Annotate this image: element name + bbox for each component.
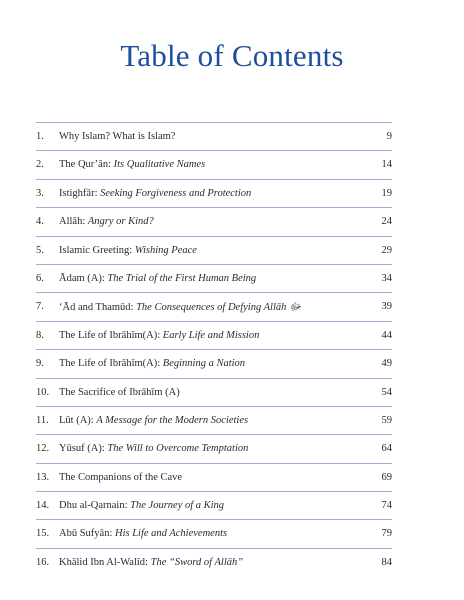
toc-entry-title <box>59 330 259 341</box>
toc-entry-page-number: 84 <box>381 556 392 568</box>
toc-entry-subtitle: Angry or Kind? <box>87 216 154 228</box>
toc-list <box>36 122 392 576</box>
toc-entry-main-title: The Companions of the Cave <box>59 471 183 483</box>
toc-entry[interactable] <box>36 207 392 235</box>
toc-entry-title <box>59 557 243 568</box>
page-title: Table of Contents <box>120 38 344 73</box>
toc-entry[interactable] <box>36 264 392 292</box>
toc-entry-subtitle: The Journey of a King <box>130 500 225 512</box>
toc-entry-subtitle: The Will to Overcome Temptation <box>107 443 249 455</box>
toc-entry-page-number: 39 <box>381 301 392 313</box>
toc-entry-number: 13. <box>36 471 50 483</box>
toc-entry-page-number: 59 <box>381 414 392 426</box>
toc-entry-title <box>59 131 175 142</box>
toc-entry-subtitle: The Consequences of Defying Allāh ﷻ <box>136 302 301 314</box>
toc-entry-subtitle: Wishing Peace <box>134 244 197 256</box>
toc-entry-page-number: 9 <box>386 131 392 142</box>
toc-entry[interactable] <box>36 519 392 547</box>
toc-entry-main-title: The Life of Ibrāhīm(A): <box>59 358 163 370</box>
toc-entry-title <box>59 245 197 256</box>
toc-entry-page-number: 44 <box>381 329 392 341</box>
toc-entry-number: 9. <box>36 358 44 370</box>
toc-entry-page-number: 79 <box>381 528 392 540</box>
toc-entry[interactable] <box>36 150 392 178</box>
toc-entry-title <box>59 301 301 316</box>
toc-entry[interactable] <box>36 349 392 377</box>
toc-entry-main-title: ‘Ād and Thamūd: <box>59 302 137 314</box>
toc-entry[interactable] <box>36 122 392 150</box>
toc-entry-number: 1. <box>36 131 44 142</box>
toc-entry[interactable] <box>36 434 392 462</box>
toc-entry-title <box>59 472 182 483</box>
toc-entry-number: 7. <box>36 301 44 313</box>
toc-entry-main-title: Abū Sufyān: <box>59 528 115 540</box>
toc-entry-number: 15. <box>36 528 50 540</box>
toc-entry-number: 5. <box>36 244 44 256</box>
toc-entry-number: 11. <box>36 414 49 426</box>
toc-entry-page-number: 69 <box>381 471 392 483</box>
toc-entry-title <box>59 387 180 398</box>
toc-entry-title <box>59 500 224 511</box>
toc-entry-main-title: The Sacrifice of Ibrāhīm (A) <box>59 386 180 398</box>
toc-entry-title <box>59 273 256 284</box>
toc-entry[interactable] <box>36 463 392 491</box>
toc-entry-main-title: Islamic Greeting: <box>59 244 135 256</box>
toc-entry-page-number: 19 <box>381 187 392 199</box>
toc-entry[interactable] <box>36 406 392 434</box>
toc-entry-page-number: 64 <box>381 443 392 455</box>
toc-entry-number: 4. <box>36 216 44 228</box>
toc-entry-subtitle: Early Life and Mission <box>162 329 260 341</box>
toc-entry-page-number: 14 <box>381 159 392 171</box>
toc-entry-number: 6. <box>36 272 44 284</box>
toc-entry-number: 8. <box>36 329 44 341</box>
toc-entry[interactable] <box>36 378 392 406</box>
toc-entry-subtitle: His Life and Achievements <box>115 528 228 540</box>
toc-entry-number: 16. <box>36 556 50 568</box>
toc-entry-subtitle: Seeking Forgiveness and Protection <box>100 187 252 199</box>
toc-entry-main-title: Khālid Ibn Al-Walīd: <box>59 556 151 568</box>
toc-entry-number: 12. <box>36 443 50 455</box>
toc-entry-page-number: 34 <box>381 272 392 284</box>
toc-entry-main-title: Yūsuf (A): <box>59 443 108 455</box>
toc-entry-main-title: Why Islam? What is Islam? <box>59 131 176 142</box>
toc-entry-number: 14. <box>36 500 50 512</box>
toc-entry-title <box>59 415 248 426</box>
toc-entry-title <box>59 159 205 170</box>
toc-entry-main-title: Allāh: <box>59 216 88 228</box>
toc-entry-title <box>59 216 154 227</box>
toc-entry[interactable] <box>36 292 392 320</box>
toc-entry-page-number: 49 <box>381 358 392 370</box>
toc-entry-title <box>59 188 251 199</box>
toc-entry-page-number: 74 <box>381 500 392 512</box>
toc-entry-number: 10. <box>36 386 50 398</box>
toc-entry[interactable] <box>36 236 392 264</box>
toc-entry-subtitle: Beginning a Nation <box>162 358 246 370</box>
toc-entry-main-title: The Life of Ibrāhīm(A): <box>59 329 163 341</box>
toc-entry-main-title: Lūt (A): <box>59 414 97 426</box>
toc-entry-main-title: Istighfār: <box>59 187 101 199</box>
toc-entry-title <box>59 443 248 454</box>
toc-entry[interactable] <box>36 321 392 349</box>
toc-entry[interactable] <box>36 548 392 576</box>
toc-entry-number: 2. <box>36 159 44 171</box>
toc-entry-page-number: 24 <box>381 216 392 228</box>
toc-entry-subtitle: Its Qualitative Names <box>113 159 206 171</box>
toc-entry[interactable] <box>36 491 392 519</box>
toc-entry-main-title: Dhu al-Qarnain: <box>59 500 131 512</box>
toc-entry-subtitle: The Trial of the First Human Being <box>107 272 257 284</box>
toc-entry-main-title: Ādam (A): <box>59 272 108 284</box>
toc-entry-number: 3. <box>36 187 44 199</box>
toc-entry[interactable] <box>36 179 392 207</box>
toc-entry-main-title: The Qur’ān: <box>59 159 114 171</box>
toc-entry-page-number: 29 <box>381 244 392 256</box>
toc-entry-subtitle: The “Sword of Allāh” <box>150 556 244 568</box>
toc-entry-page-number: 54 <box>381 386 392 398</box>
toc-entry-subtitle: A Message for the Modern Societies <box>96 414 249 426</box>
toc-entry-title <box>59 358 245 369</box>
toc-entry-title <box>59 528 227 539</box>
